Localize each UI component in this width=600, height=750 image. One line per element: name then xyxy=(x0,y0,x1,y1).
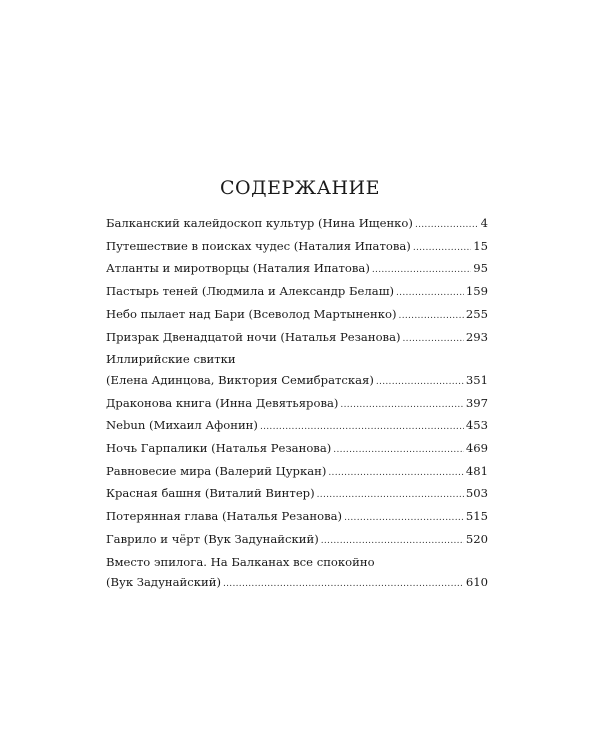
toc-leader-dots xyxy=(328,463,463,484)
toc-entry-label: Красная башня (Виталий Винтер) xyxy=(106,486,315,501)
toc-entry-page: 397 xyxy=(465,395,488,410)
toc-entry-label: Ночь Гарпалики (Наталья Резанова) xyxy=(106,441,332,456)
table-of-contents xyxy=(106,213,488,595)
toc-entry xyxy=(106,258,488,281)
toc-entry xyxy=(106,506,488,529)
toc-entry-page: 515 xyxy=(465,509,488,524)
toc-entry xyxy=(106,327,488,350)
toc-entry xyxy=(106,236,488,259)
toc-entry-page: 15 xyxy=(473,238,488,253)
toc-entry-label: (Вук Задунайский) xyxy=(106,575,221,590)
toc-leader-dots xyxy=(396,283,464,304)
toc-entry-label: Путешествие в поисках чудес (Наталия Ипатова) xyxy=(106,238,411,253)
toc-entry xyxy=(106,461,488,484)
toc-leader-dots xyxy=(415,215,479,236)
toc-entry-label: Небо пылает над Бари (Всеволод Мартыненко) xyxy=(106,306,397,321)
toc-leader-dots xyxy=(372,260,471,281)
toc-entry-label: Nebun (Михаил Афонин) xyxy=(106,418,258,433)
toc-entry xyxy=(106,529,488,552)
toc-entry-label-line1: Иллирийские свитки xyxy=(106,352,236,367)
toc-entry-label: Балканский калейдоскоп культур (Нина Ищенко) xyxy=(106,216,413,230)
toc-entry-label-line1: Вместо эпилога. На Балканах все спокойно xyxy=(106,554,375,569)
toc-entry-title-line xyxy=(106,349,488,370)
toc-entry-page: 481 xyxy=(465,463,488,478)
toc-entry-page: 255 xyxy=(465,306,488,321)
toc-entry xyxy=(106,213,488,236)
toc-entry-title-line xyxy=(106,552,488,573)
toc-entry xyxy=(106,393,488,416)
toc-leader-dots xyxy=(340,395,463,416)
toc-entry-page: 351 xyxy=(465,372,488,387)
toc-entry-label: Гаврило и чёрт (Вук Задунайский) xyxy=(106,531,319,546)
toc-entry xyxy=(106,438,488,461)
toc-leader-dots xyxy=(321,531,464,552)
toc-entry xyxy=(106,370,488,393)
toc-entry-page: 469 xyxy=(465,441,488,456)
toc-leader-dots xyxy=(413,238,471,259)
toc-entry xyxy=(106,483,488,506)
toc-leader-dots xyxy=(403,329,464,350)
toc-entry-page: 293 xyxy=(465,329,488,344)
toc-leader-dots xyxy=(317,485,464,506)
toc-entry xyxy=(106,415,488,438)
toc-entry-page: 95 xyxy=(473,261,488,276)
toc-entry xyxy=(106,281,488,304)
page-title: СОДЕРЖАНИЕ xyxy=(220,177,380,199)
toc-entry-page: 610 xyxy=(465,575,488,590)
toc-leader-dots xyxy=(333,440,464,461)
toc-entry-page: 503 xyxy=(465,486,488,501)
toc-entry-page: 159 xyxy=(465,284,488,299)
toc-entry-label: Потерянная глава (Наталья Резанова) xyxy=(106,509,343,524)
toc-entry-page: 4 xyxy=(480,216,488,230)
toc-leader-dots xyxy=(260,417,464,438)
toc-leader-dots xyxy=(344,508,464,529)
toc-entry-label: Атланты и миротворцы (Наталия Ипатова) xyxy=(106,261,370,276)
toc-leader-dots xyxy=(376,372,464,393)
toc-entry-page: 453 xyxy=(465,418,488,433)
toc-entry xyxy=(106,572,488,595)
toc-entry xyxy=(106,304,488,327)
toc-leader-dots xyxy=(223,574,464,595)
toc-leader-dots xyxy=(399,306,464,327)
toc-entry-label: Драконова книга (Инна Девятьярова) xyxy=(106,395,339,410)
toc-entry-page: 520 xyxy=(465,531,488,546)
toc-entry-label: Призрак Двенадцатой ночи (Наталья Резанова) xyxy=(106,329,401,344)
toc-entry-label: Равновесие мира (Валерий Цуркан) xyxy=(106,463,327,478)
toc-entry-label: Пастырь теней (Людмила и Александр Белаш) xyxy=(106,284,394,299)
toc-entry-label: (Елена Адинцова, Виктория Семибратская) xyxy=(106,372,374,387)
